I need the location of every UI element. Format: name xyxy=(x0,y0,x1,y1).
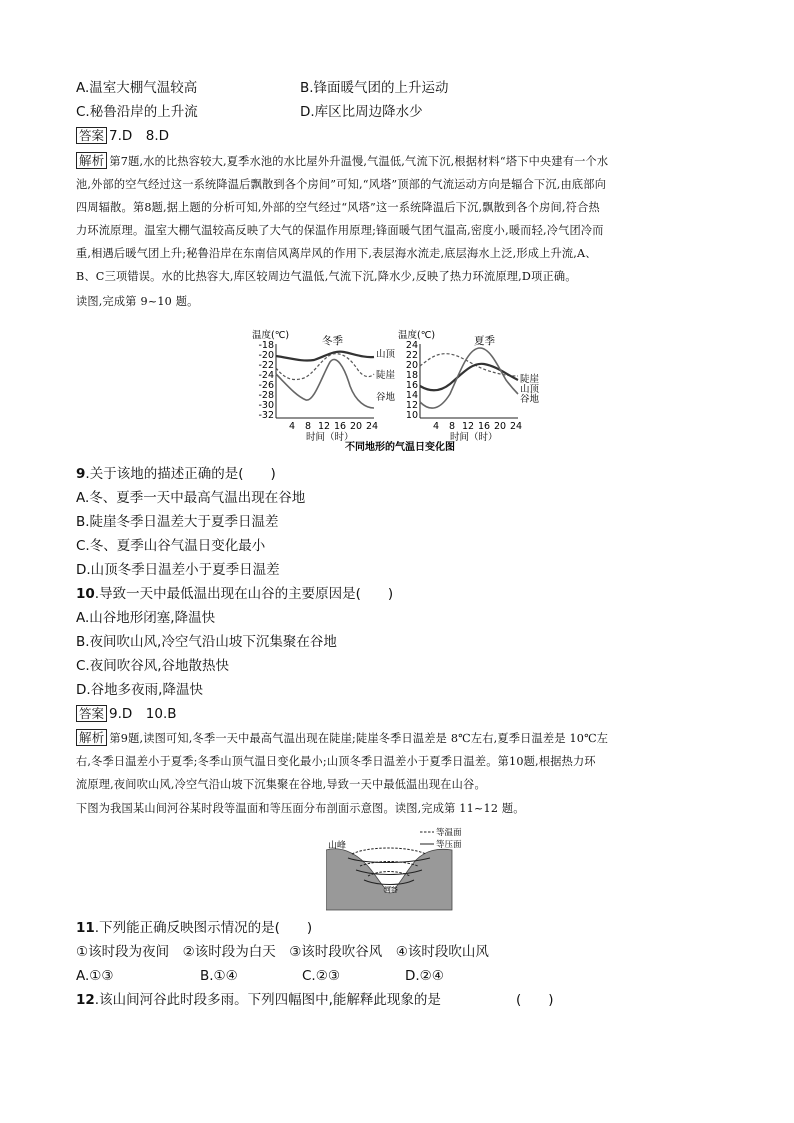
q10-stem: 10.导致一天中最低温出现在山谷的主要原因是( ) xyxy=(76,586,394,602)
q11-stem: 11.下列能正确反映图示情况的是( ) xyxy=(76,920,313,936)
winter-xtick: 24 xyxy=(365,421,379,432)
winter-title: 冬季 xyxy=(322,335,343,347)
analysis-tag: 解析 xyxy=(76,152,107,169)
summer-ytick: 10 xyxy=(405,410,418,421)
summer-valley-line xyxy=(420,348,518,408)
winter-ytick: -24 xyxy=(258,370,274,381)
q12-stem: 12.该山间河谷此时段多雨。下列四幅图中,能解释此现象的是 xyxy=(76,992,441,1008)
summer-label-mountaintop: 山顶 xyxy=(520,384,540,395)
answer-7-8 xyxy=(76,126,169,146)
q10-option-b: B.夜间吹山风,冷空气沿山坡下沉集聚在谷地 xyxy=(76,634,337,650)
winter-ytick: -28 xyxy=(258,390,274,401)
summer-ytick: 22 xyxy=(405,350,418,361)
winter-ytick: -26 xyxy=(258,380,274,391)
summer-xtick: 24 xyxy=(509,421,523,432)
analysis-line: 四周辐散。第8题,据上题的分析可知,外部的空气经过“风塔”这一系统降温后下沉,飘散到各个房间,符合热 xyxy=(76,201,600,214)
winter-xtick: 4 xyxy=(288,421,296,432)
analysis-line: 右,冬季日温差小于夏季;冬季山顶气温日变化最小;山顶冬季日温差小于夏季日温差。第10题,根据热力环 xyxy=(76,755,596,768)
summer-ytick: 14 xyxy=(405,390,418,401)
summer-title: 夏季 xyxy=(474,335,495,347)
summer-ytick: 24 xyxy=(405,340,418,351)
q11-option-d: D.②④ xyxy=(405,968,444,984)
answer-tag: 答案 xyxy=(76,705,107,722)
winter-label-mountaintop: 山顶 xyxy=(376,349,396,360)
winter-xlabel: 时间（时） xyxy=(306,432,354,443)
summer-ytick: 18 xyxy=(405,370,418,381)
q11-option-b: B.①④ xyxy=(200,968,238,984)
winter-xtick: 12 xyxy=(317,421,331,432)
q10-option-d: D.谷地多夜雨,降温快 xyxy=(76,682,203,698)
winter-ytick: -20 xyxy=(258,350,274,361)
winter-ylabel: 温度(℃) xyxy=(252,330,290,341)
q7-option-a: A.温室大棚气温较高 xyxy=(76,80,198,96)
peak-label: 山峰 xyxy=(328,841,347,851)
q10-option-c: C.夜间吹谷风,谷地散热快 xyxy=(76,658,230,674)
summer-ytick: 16 xyxy=(405,380,418,391)
q7-option-d: D.库区比周边降水少 xyxy=(300,104,423,120)
summer-xtick: 20 xyxy=(493,421,507,432)
valley-label: 河谷 xyxy=(384,886,398,894)
winter-xtick: 20 xyxy=(349,421,363,432)
q11-items: ①该时段为夜间 ②该时段为白天 ③该时段吹谷风 ④该时段吹山风 xyxy=(76,944,489,960)
winter-ytick: -22 xyxy=(258,360,274,371)
analysis-line: B、C三项错误。水的比热容大,库区较周边气温低,气流下沉,降水少,反映了热力环流原理,D项正确。 xyxy=(76,270,577,283)
legend-isotherm: 等温面 xyxy=(436,828,462,838)
answer-text: 9.D 10.B xyxy=(109,706,177,722)
q7-option-b: B.锋面暖气团的上升运动 xyxy=(300,80,449,96)
analysis-line: 流原理,夜间吹山风,冷空气沿山坡下沉集聚在谷地,导致一天中最低温出现在山谷。 xyxy=(76,778,486,791)
legend-isobar: 等压面 xyxy=(436,840,462,850)
valley-terrain xyxy=(326,849,452,910)
winter-xtick: 16 xyxy=(333,421,347,432)
summer-mountaintop-line xyxy=(420,364,518,390)
intro-11-12: 下图为我国某山间河谷某时段等温面和等压面分布剖面示意图。读图,完成第 11~12 题。 xyxy=(76,802,525,815)
winter-ytick: -18 xyxy=(258,340,274,351)
q10-option-a: A.山谷地形闭塞,降温快 xyxy=(76,610,216,626)
q9-option-b: B.陡崖冬季日温差大于夏季日温差 xyxy=(76,514,279,530)
winter-xtick: 8 xyxy=(304,421,312,432)
q11-number: 11 xyxy=(76,920,95,936)
summer-ytick: 12 xyxy=(405,400,418,411)
summer-label-cliff: 陡崖 xyxy=(520,374,540,385)
winter-label-valley: 谷地 xyxy=(376,392,396,403)
chart-caption: 不同地形的气温日变化图 xyxy=(345,442,455,453)
analysis-tag: 解析 xyxy=(76,729,107,746)
summer-ytick: 20 xyxy=(405,360,418,371)
q12-paren: ( ) xyxy=(516,992,554,1008)
analysis-line: 解析 第7题,水的比热容较大,夏季水池的水比屋外升温慢,气温低,气流下沉,根据材料“塔下中央建有一个水 xyxy=(76,150,608,173)
summer-xlabel: 时间（时） xyxy=(450,432,498,443)
summer-label-valley: 谷地 xyxy=(520,394,540,405)
summer-xtick: 4 xyxy=(432,421,440,432)
temperature-chart xyxy=(250,326,550,454)
q11-option-c: C.②③ xyxy=(302,968,340,984)
q9-option-c: C.冬、夏季山谷气温日变化最小 xyxy=(76,538,266,554)
answer-9-10 xyxy=(76,704,177,724)
q12-number: 12 xyxy=(76,992,95,1008)
winter-valley-line xyxy=(276,359,374,408)
summer-xtick: 16 xyxy=(477,421,491,432)
q9-number: 9 xyxy=(76,466,86,482)
analysis-line: 重,相遇后暖气团上升;秘鲁沿岸在东南信风离岸风的作用下,表层海水流走,底层海水上泛,形成上升流,A、 xyxy=(76,247,597,260)
summer-xtick: 12 xyxy=(461,421,475,432)
answer-tag: 答案 xyxy=(76,127,107,144)
q9-option-d: D.山顶冬季日温差小于夏季日温差 xyxy=(76,562,280,578)
q9-stem: 9.关于该地的描述正确的是( ) xyxy=(76,466,276,482)
valley-diagram xyxy=(326,826,474,912)
analysis-line: 力环流原理。温室大棚气温较高反映了大气的保温作用原理;锋面暖气团气温高,密度小,暖而轻,冷气团冷而 xyxy=(76,224,604,237)
intro-9-10: 读图,完成第 9~10 题。 xyxy=(76,295,199,308)
summer-xtick: 8 xyxy=(448,421,456,432)
analysis-line: 池,外部的空气经过这一系统降温后飘散到各个房间”可知,“风塔”顶部的气流运动方向是辐合下沉,由底部向 xyxy=(76,178,607,191)
analysis-line: 解析 第9题,读图可知,冬季一天中最高气温出现在陡崖;陡崖冬季日温差是 8℃左右,夏季日温差是 10℃左 xyxy=(76,727,608,750)
q9-option-a: A.冬、夏季一天中最高气温出现在谷地 xyxy=(76,490,306,506)
winter-ytick: -32 xyxy=(258,410,274,421)
winter-ytick: -30 xyxy=(258,400,274,411)
q7-option-c: C.秘鲁沿岸的上升流 xyxy=(76,104,198,120)
answer-text: 7.D 8.D xyxy=(109,128,170,144)
q11-option-a: A.①③ xyxy=(76,968,114,984)
isotherm-line xyxy=(352,848,426,854)
summer-ylabel: 温度(℃) xyxy=(398,330,436,341)
winter-label-cliff: 陡崖 xyxy=(376,370,396,381)
q10-number: 10 xyxy=(76,586,95,602)
